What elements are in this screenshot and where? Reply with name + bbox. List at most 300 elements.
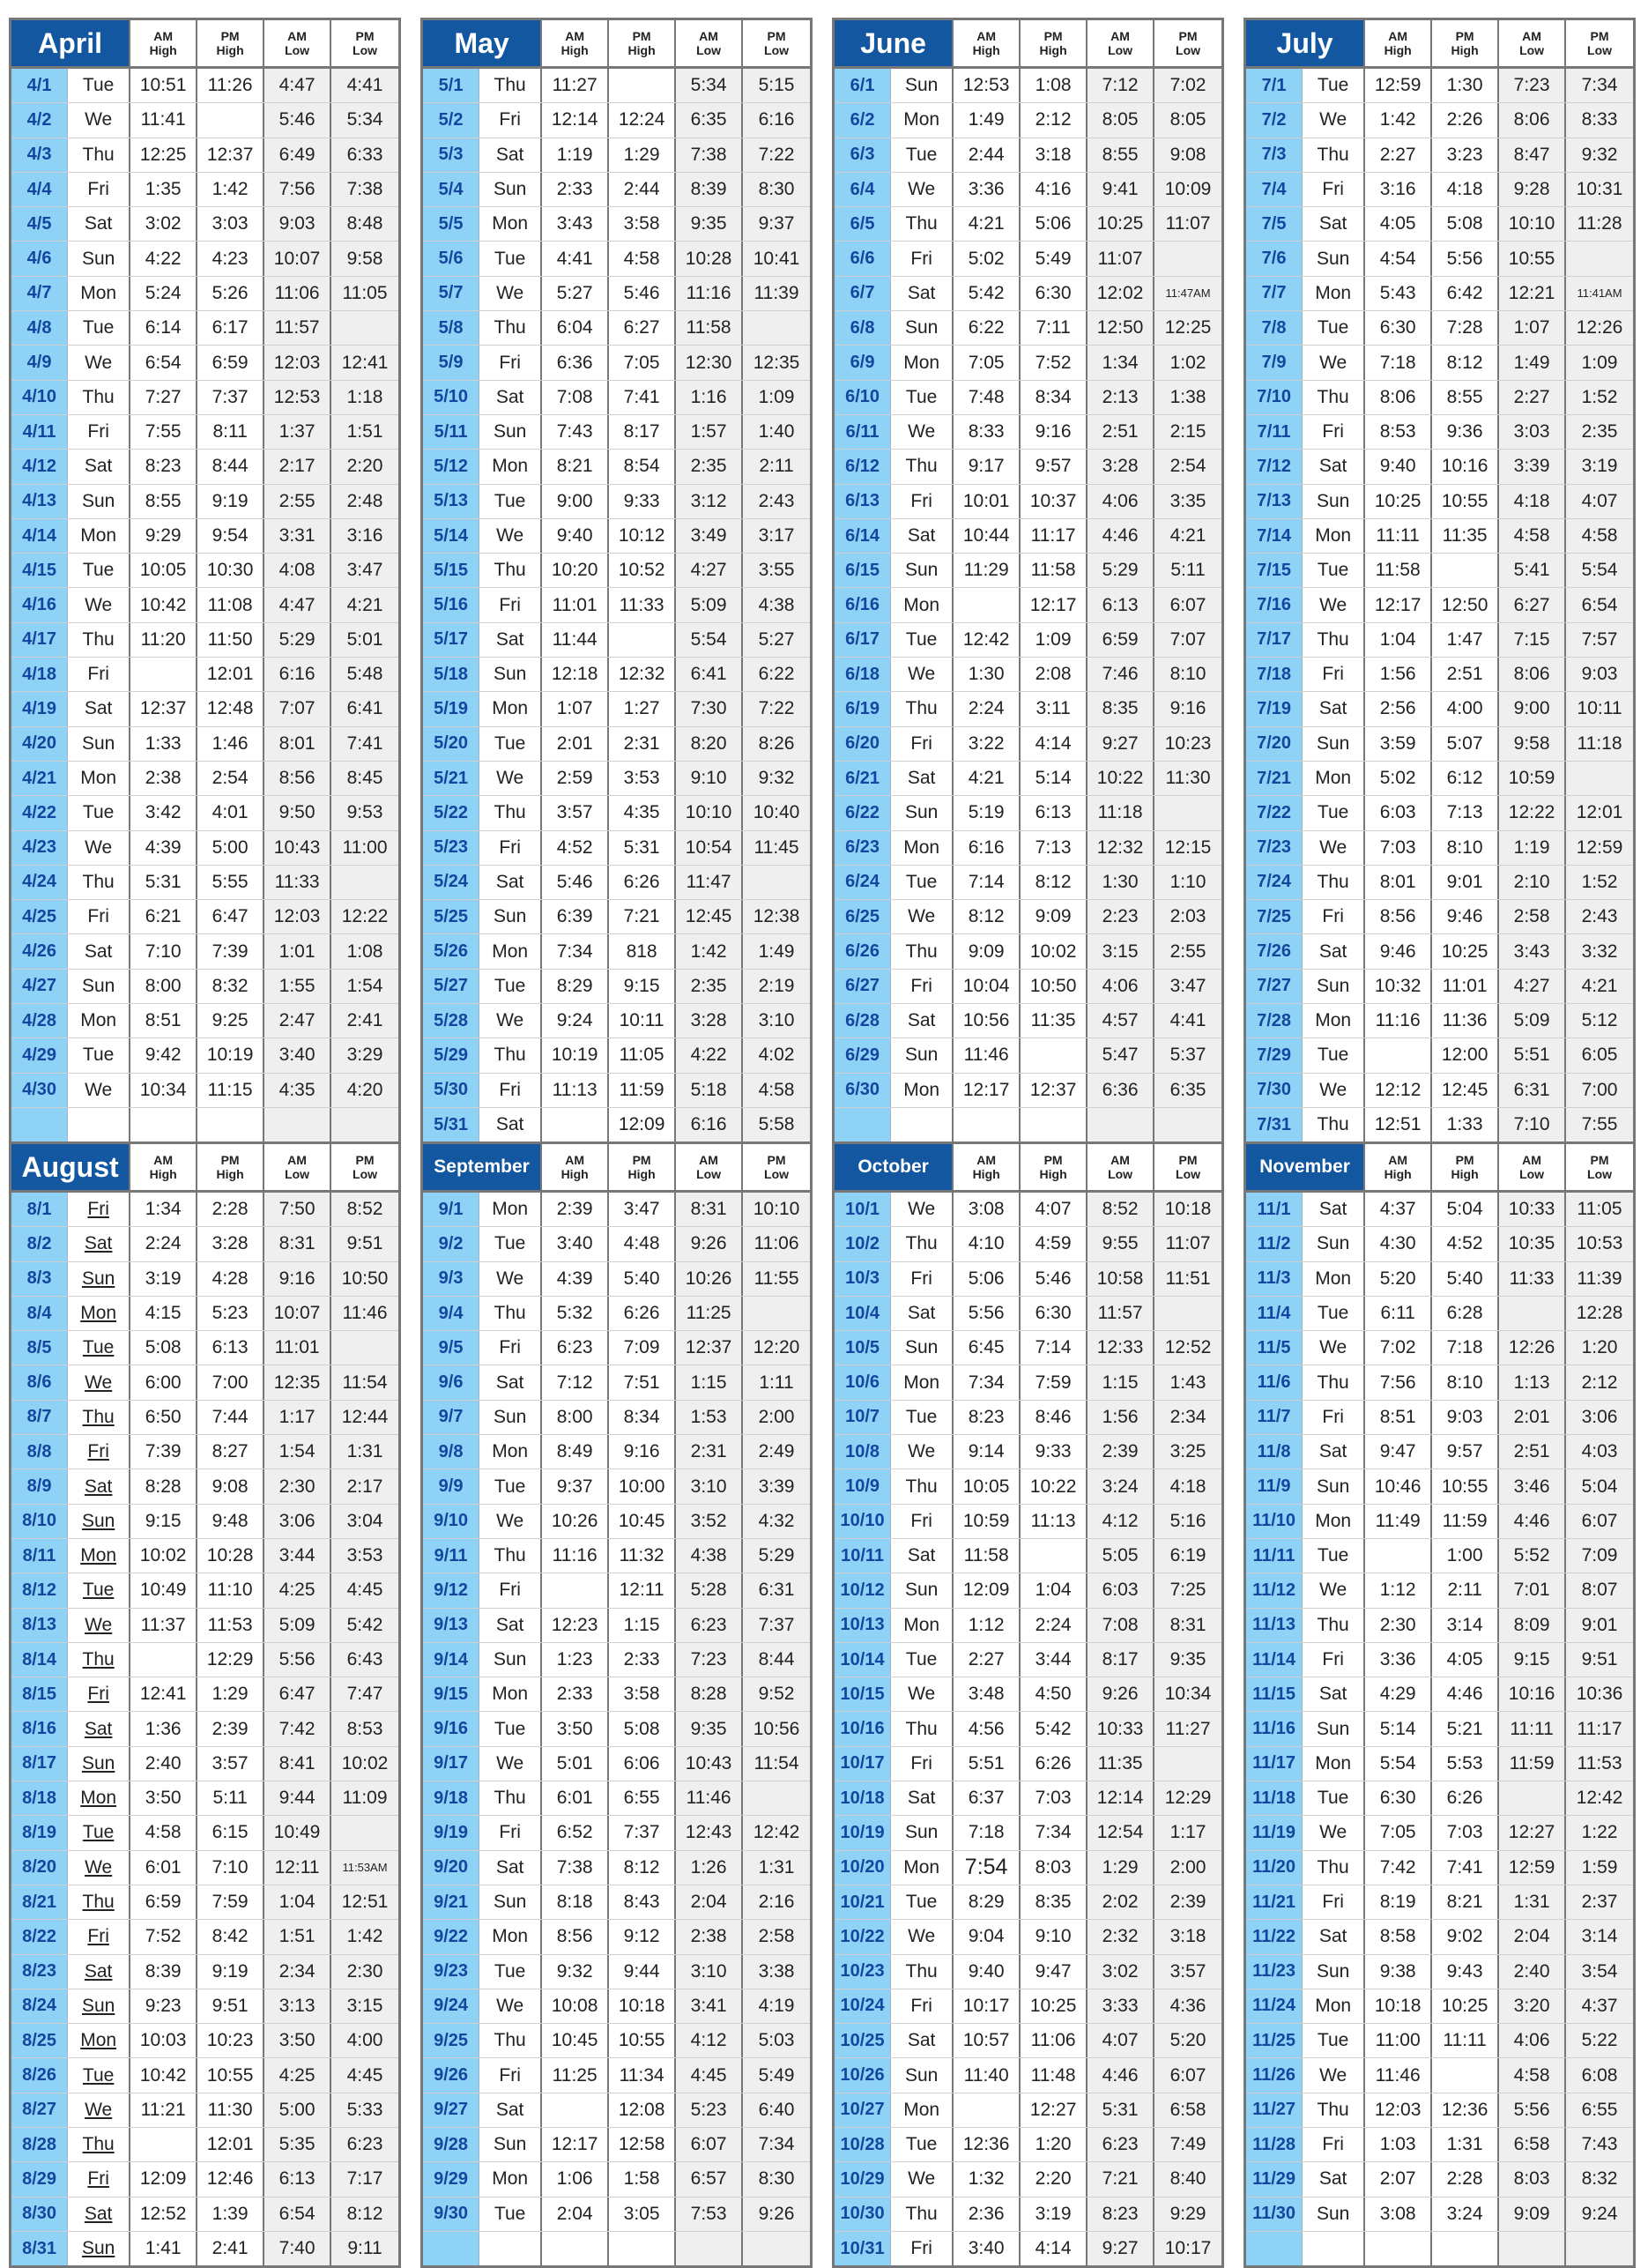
am-low-cell: 9:28 xyxy=(1499,173,1566,206)
pm-high-cell: 5:40 xyxy=(609,1262,676,1296)
weekday-cell: Tue xyxy=(479,970,542,1003)
am-high-cell: 9:00 xyxy=(542,485,609,518)
table-row xyxy=(423,1262,810,1297)
date-cell: 6/13 xyxy=(835,485,891,518)
pm-low-cell: 4:36 xyxy=(1154,1989,1221,2023)
am-low-cell: 5:05 xyxy=(1088,1539,1154,1573)
date-cell: 5/18 xyxy=(423,658,479,691)
column-header-pm-low xyxy=(743,20,810,66)
pm-low-cell: 5:04 xyxy=(1566,1469,1633,1503)
pm-high-cell: 11:05 xyxy=(609,1038,676,1072)
weekday-cell: Tue xyxy=(1303,2024,1365,2057)
pm-high-cell: 8:55 xyxy=(1432,381,1499,414)
pm-low-cell: 5:01 xyxy=(331,623,398,657)
date-cell: 6/22 xyxy=(835,796,891,829)
weekday-cell: Thu xyxy=(68,1885,130,1919)
weekday-cell: We xyxy=(891,658,954,691)
pm-low-cell: 2:16 xyxy=(743,1885,810,1919)
table-row xyxy=(835,311,1221,346)
pm-high-cell: 4:01 xyxy=(197,796,264,829)
table-row xyxy=(1246,1038,1633,1073)
am-low-cell: 9:55 xyxy=(1088,1227,1154,1260)
pm-low-cell: 11:28 xyxy=(1566,207,1633,241)
column-header-line: Low xyxy=(1519,43,1545,57)
pm-low-cell: 11:07 xyxy=(1154,1227,1221,1260)
table-row xyxy=(1246,2093,1633,2128)
pm-high-cell: 9:46 xyxy=(1432,900,1499,933)
am-low-cell: 10:33 xyxy=(1088,1712,1154,1745)
pm-high-cell: 5:40 xyxy=(1432,1262,1499,1296)
am-low-cell: 9:58 xyxy=(1499,727,1566,761)
am-low-cell: 5:56 xyxy=(264,1643,331,1677)
weekday-cell: Sun xyxy=(1303,1955,1365,1989)
pm-low-cell: 3:57 xyxy=(1154,1955,1221,1989)
weekday-cell: Mon xyxy=(68,1539,130,1573)
am-low-cell: 6:27 xyxy=(1499,588,1566,621)
weekday-cell: Tue xyxy=(1303,1038,1365,1072)
am-high-cell: 9:47 xyxy=(1365,1435,1432,1469)
date-cell: 9/18 xyxy=(423,1781,479,1815)
am-high-cell: 10:03 xyxy=(130,2024,197,2057)
table-row xyxy=(835,866,1221,900)
table-row xyxy=(11,2197,398,2232)
am-high-cell: 6:11 xyxy=(1365,1297,1432,1330)
table-row xyxy=(423,1297,810,1331)
am-high-cell: 6:39 xyxy=(542,900,609,933)
pm-low-cell: 11:39 xyxy=(1566,1262,1633,1296)
weekday-cell: Sun xyxy=(1303,727,1365,761)
table-row xyxy=(835,623,1221,658)
am-high-cell: 1:30 xyxy=(954,658,1021,691)
pm-low-cell: 1:20 xyxy=(1566,1331,1633,1365)
column-header-line: High xyxy=(627,43,656,57)
am-low-cell: 9:27 xyxy=(1088,2232,1154,2265)
am-high-cell: 4:05 xyxy=(1365,207,1432,241)
pm-low-cell xyxy=(1154,242,1221,275)
pm-low-cell: 3:06 xyxy=(1566,1401,1633,1434)
weekday-cell: Fri xyxy=(1303,1643,1365,1677)
column-header-line: Low xyxy=(1176,1167,1201,1181)
weekday-cell: Sat xyxy=(479,138,542,172)
am-low-cell: 8:20 xyxy=(676,727,743,761)
pm-low-cell: 5:16 xyxy=(1154,1505,1221,1538)
date-cell: 7/29 xyxy=(1246,1038,1303,1072)
column-header-line: High xyxy=(149,1167,177,1181)
pm-low-cell: 5:29 xyxy=(743,1539,810,1573)
am-low-cell: 1:57 xyxy=(676,415,743,449)
pm-low-cell: 5:49 xyxy=(743,2058,810,2092)
table-row xyxy=(423,831,810,866)
date-cell: 6/16 xyxy=(835,588,891,621)
table-row xyxy=(423,2058,810,2093)
am-high-cell: 2:01 xyxy=(542,727,609,761)
weekday-cell: Sat xyxy=(68,1469,130,1503)
pm-high-cell: 5:42 xyxy=(1021,1712,1088,1745)
am-low-cell: 8:55 xyxy=(1088,138,1154,172)
pm-low-cell xyxy=(1566,2232,1633,2265)
pm-low-cell: 3:17 xyxy=(743,519,810,553)
date-cell: 5/4 xyxy=(423,173,479,206)
date-cell: 11/28 xyxy=(1246,2128,1303,2161)
pm-high-cell: 7:41 xyxy=(609,381,676,414)
weekday-cell: Fri xyxy=(68,1193,130,1226)
date-cell: 8/4 xyxy=(11,1297,68,1330)
pm-low-cell: 7:07 xyxy=(1154,623,1221,657)
month-title: October xyxy=(835,1144,954,1190)
am-low-cell: 6:36 xyxy=(1088,1074,1154,1107)
date-cell: 6/7 xyxy=(835,277,891,310)
pm-high-cell: 5:04 xyxy=(1432,1193,1499,1226)
date-cell: 9/11 xyxy=(423,1539,479,1573)
table-row xyxy=(835,381,1221,415)
date-cell: 10/5 xyxy=(835,1331,891,1365)
am-low-cell: 9:50 xyxy=(264,796,331,829)
weekday-cell: Sat xyxy=(891,2024,954,2057)
date-cell: 8/8 xyxy=(11,1435,68,1469)
table-row xyxy=(11,692,398,726)
pm-high-cell: 4:50 xyxy=(1021,1677,1088,1711)
pm-high-cell: 7:09 xyxy=(609,1331,676,1365)
weekday-cell: Sat xyxy=(479,623,542,657)
am-low-cell: 10:33 xyxy=(1499,1193,1566,1226)
date-cell: 6/14 xyxy=(835,519,891,553)
pm-low-cell: 12:51 xyxy=(331,1885,398,1919)
table-row xyxy=(423,1108,810,1141)
am-low-cell: 2:55 xyxy=(264,485,331,518)
table-row xyxy=(835,1920,1221,1954)
pm-low-cell: 10:56 xyxy=(743,1712,810,1745)
pm-high-cell xyxy=(609,69,676,102)
weekday-cell: Sun xyxy=(891,796,954,829)
column-header-line: AM xyxy=(1522,1153,1541,1167)
pm-low-cell: 12:15 xyxy=(1154,831,1221,865)
pm-high-cell: 10:28 xyxy=(197,1539,264,1573)
am-low-cell: 2:02 xyxy=(1088,1885,1154,1919)
pm-high-cell: 10:12 xyxy=(609,519,676,553)
weekday-cell: Sun xyxy=(479,1401,542,1434)
weekday-cell: We xyxy=(68,588,130,621)
am-low-cell: 11:33 xyxy=(264,866,331,899)
date-cell: 11/2 xyxy=(1246,1227,1303,1260)
month-title: April xyxy=(11,20,130,66)
pm-high-cell: 2:08 xyxy=(1021,658,1088,691)
pm-low-cell: 11:18 xyxy=(1566,727,1633,761)
pm-high-cell: 12:37 xyxy=(1021,1074,1088,1107)
table-row xyxy=(835,138,1221,173)
table-row xyxy=(423,311,810,346)
pm-high-cell: 2:24 xyxy=(1021,1609,1088,1642)
pm-low-cell: 6:19 xyxy=(1154,1539,1221,1573)
table-row xyxy=(423,796,810,830)
pm-low-cell: 6:23 xyxy=(331,2128,398,2161)
date-cell: 8/30 xyxy=(11,2197,68,2231)
table-row xyxy=(423,1643,810,1677)
am-low-cell: 1:01 xyxy=(264,934,331,968)
pm-low-cell: 10:02 xyxy=(331,1747,398,1781)
pm-high-cell: 12:45 xyxy=(1432,1074,1499,1107)
weekday-cell: Sun xyxy=(68,727,130,761)
pm-low-cell: 6:07 xyxy=(1566,1505,1633,1538)
table-row xyxy=(835,658,1221,692)
date-cell: 5/25 xyxy=(423,900,479,933)
am-high-cell: 4:58 xyxy=(130,1816,197,1849)
am-high-cell: 2:56 xyxy=(1365,692,1432,725)
table-row xyxy=(835,2232,1221,2265)
table-header xyxy=(1246,1144,1633,1193)
pm-high-cell: 3:14 xyxy=(1432,1609,1499,1642)
pm-low-cell: 1:49 xyxy=(743,934,810,968)
pm-high-cell: 5:23 xyxy=(197,1297,264,1330)
pm-high-cell: 1:39 xyxy=(197,2197,264,2231)
am-low-cell: 12:02 xyxy=(1088,277,1154,310)
am-low-cell: 7:23 xyxy=(676,1643,743,1677)
date-cell: 6/17 xyxy=(835,623,891,657)
date-cell: 9/23 xyxy=(423,1955,479,1989)
date-cell: 9/21 xyxy=(423,1885,479,1919)
pm-high-cell: 6:26 xyxy=(609,1297,676,1330)
date-cell: 7/23 xyxy=(1246,831,1303,865)
pm-high-cell xyxy=(1021,1038,1088,1072)
am-low-cell: 12:50 xyxy=(1088,311,1154,345)
table-row xyxy=(1246,1712,1633,1746)
pm-high-cell: 3:03 xyxy=(197,207,264,241)
table-row xyxy=(835,1193,1221,1227)
pm-high-cell: 9:44 xyxy=(609,1955,676,1989)
weekday-cell: Thu xyxy=(1303,1365,1365,1399)
am-high-cell: 9:32 xyxy=(542,1955,609,1989)
am-high-cell: 6:37 xyxy=(954,1781,1021,1815)
am-high-cell: 8:28 xyxy=(130,1469,197,1503)
table-row xyxy=(11,762,398,796)
table-row xyxy=(423,1677,810,1712)
pm-high-cell: 8:43 xyxy=(609,1885,676,1919)
pm-low-cell: 2:39 xyxy=(1154,1885,1221,1919)
date-cell: 6/8 xyxy=(835,311,891,345)
pm-low-cell: 8:26 xyxy=(743,727,810,761)
date-cell: 11/16 xyxy=(1246,1712,1303,1745)
pm-low-cell: 9:01 xyxy=(1566,1609,1633,1642)
column-header-line: PM xyxy=(632,1153,651,1167)
am-high-cell: 10:45 xyxy=(542,2024,609,2057)
date-cell: 8/25 xyxy=(11,2024,68,2057)
weekday-cell: Tue xyxy=(1303,554,1365,587)
table-row xyxy=(1246,866,1633,900)
table-row xyxy=(423,138,810,173)
table-header xyxy=(11,20,398,69)
weekday-cell: We xyxy=(1303,2058,1365,2092)
table-row xyxy=(11,2058,398,2093)
table-row xyxy=(1246,1955,1633,1989)
pm-high-cell: 3:58 xyxy=(609,207,676,241)
am-low-cell: 12:59 xyxy=(1499,1851,1566,1885)
date-cell: 7/10 xyxy=(1246,381,1303,414)
date-cell: 8/20 xyxy=(11,1851,68,1885)
weekday-cell: We xyxy=(68,2093,130,2127)
pm-high-cell: 6:30 xyxy=(1021,1297,1088,1330)
am-high-cell: 12:17 xyxy=(1365,588,1432,621)
pm-low-cell: 11:30 xyxy=(1154,762,1221,795)
pm-low-cell: 1:40 xyxy=(743,415,810,449)
date-cell: 9/20 xyxy=(423,1851,479,1885)
am-high-cell: 3:42 xyxy=(130,796,197,829)
am-high-cell: 11:58 xyxy=(954,1539,1021,1573)
pm-low-cell: 3:14 xyxy=(1566,1920,1633,1953)
am-low-cell: 7:23 xyxy=(1499,69,1566,102)
am-high-cell: 10:04 xyxy=(954,970,1021,1003)
pm-high-cell: 6:55 xyxy=(609,1781,676,1815)
am-low-cell: 11:47 xyxy=(676,866,743,899)
pm-high-cell: 5:14 xyxy=(1021,762,1088,795)
am-low-cell: 1:15 xyxy=(1088,1365,1154,1399)
pm-low-cell: 4:20 xyxy=(331,1074,398,1107)
pm-high-cell: 9:10 xyxy=(1021,1920,1088,1953)
weekday-cell: Mon xyxy=(1303,519,1365,553)
date-cell: 4/23 xyxy=(11,831,68,865)
table-row xyxy=(11,1609,398,1643)
am-high-cell: 10:49 xyxy=(130,1573,197,1607)
am-low-cell: 9:00 xyxy=(1499,692,1566,725)
am-low-cell xyxy=(264,1108,331,1141)
pm-low-cell: 5:54 xyxy=(1566,554,1633,587)
table-row xyxy=(11,1505,398,1539)
date-cell: 10/14 xyxy=(835,1643,891,1677)
am-high-cell: 8:49 xyxy=(542,1435,609,1469)
pm-low-cell: 4:37 xyxy=(1566,1989,1633,2023)
pm-low-cell: 3:25 xyxy=(1154,1435,1221,1469)
date-cell: 5/14 xyxy=(423,519,479,553)
pm-low-cell xyxy=(331,1816,398,1849)
date-cell: 4/13 xyxy=(11,485,68,518)
date-cell: 5/21 xyxy=(423,762,479,795)
weekday-cell: Tue xyxy=(891,2128,954,2161)
pm-low-cell xyxy=(743,2232,810,2265)
date-cell: 5/9 xyxy=(423,346,479,379)
pm-low-cell: 2:55 xyxy=(1154,934,1221,968)
column-header-line: Low xyxy=(1176,43,1201,57)
am-low-cell: 4:46 xyxy=(1088,2058,1154,2092)
date-cell: 9/2 xyxy=(423,1227,479,1260)
weekday-cell: Mon xyxy=(891,831,954,865)
am-high-cell: 10:46 xyxy=(1365,1469,1432,1503)
pm-low-cell: 8:31 xyxy=(1154,1609,1221,1642)
weekday-cell: Mon xyxy=(479,207,542,241)
pm-high-cell: 9:19 xyxy=(197,485,264,518)
weekday-cell: We xyxy=(1303,1074,1365,1107)
date-cell: 4/22 xyxy=(11,796,68,829)
pm-low-cell: 1:31 xyxy=(331,1435,398,1469)
am-low-cell: 2:35 xyxy=(676,970,743,1003)
pm-low-cell: 1:22 xyxy=(1566,1816,1633,1849)
pm-high-cell: 11:11 xyxy=(1432,2024,1499,2057)
am-high-cell: 10:34 xyxy=(130,1074,197,1107)
am-low-cell: 2:51 xyxy=(1499,1435,1566,1469)
column-header-am-low xyxy=(264,20,331,66)
pm-low-cell: 1:51 xyxy=(331,415,398,449)
pm-low-cell: 2:20 xyxy=(331,450,398,483)
am-low-cell: 12:37 xyxy=(676,1331,743,1365)
pm-high-cell: 9:33 xyxy=(609,485,676,518)
pm-low-cell: 12:20 xyxy=(743,1331,810,1365)
date-cell: 4/4 xyxy=(11,173,68,206)
pm-high-cell: 10:55 xyxy=(609,2024,676,2057)
date-cell: 7/9 xyxy=(1246,346,1303,379)
am-high-cell: 1:33 xyxy=(130,727,197,761)
pm-high-cell: 9:36 xyxy=(1432,415,1499,449)
column-header-am-high xyxy=(1365,20,1432,66)
pm-low-cell: 12:38 xyxy=(743,900,810,933)
table-row xyxy=(11,1643,398,1677)
pm-high-cell: 9:08 xyxy=(197,1469,264,1503)
column-header-line: Low xyxy=(764,43,790,57)
table-row xyxy=(1246,831,1633,866)
weekday-cell: Mon xyxy=(891,588,954,621)
table-row xyxy=(11,207,398,242)
am-low-cell: 6:16 xyxy=(264,658,331,691)
am-high-cell: 11:13 xyxy=(542,1074,609,1107)
am-low-cell: 5:54 xyxy=(676,623,743,657)
am-high-cell: 3:36 xyxy=(954,173,1021,206)
pm-high-cell: 6:26 xyxy=(609,866,676,899)
pm-low-cell: 7:37 xyxy=(743,1609,810,1642)
weekday-cell: Tue xyxy=(68,69,130,102)
weekday-cell: Sun xyxy=(68,1505,130,1538)
table-row xyxy=(11,1193,398,1227)
date-cell: 9/29 xyxy=(423,2162,479,2196)
pm-high-cell: 5:49 xyxy=(1021,242,1088,275)
am-high-cell xyxy=(954,1108,1021,1141)
pm-high-cell: 7:11 xyxy=(1021,311,1088,345)
pm-low-cell: 7:22 xyxy=(743,692,810,725)
column-header-pm-low xyxy=(331,1144,398,1190)
weekday-cell: Sun xyxy=(479,2128,542,2161)
weekday-cell: Thu xyxy=(479,1038,542,1072)
am-low-cell: 11:58 xyxy=(676,311,743,345)
pm-low-cell: 9:26 xyxy=(743,2197,810,2231)
weekday-cell: Sun xyxy=(891,1573,954,1607)
date-cell: 9/17 xyxy=(423,1747,479,1781)
date-cell: 9/22 xyxy=(423,1920,479,1953)
column-header-line: AM xyxy=(1388,29,1408,43)
am-high-cell xyxy=(130,2128,197,2161)
pm-high-cell: 10:22 xyxy=(1021,1469,1088,1503)
table-row xyxy=(423,415,810,450)
am-high-cell: 7:27 xyxy=(130,381,197,414)
weekday-cell: Thu xyxy=(68,866,130,899)
am-high-cell: 6:59 xyxy=(130,1885,197,1919)
pm-low-cell: 10:18 xyxy=(1154,1193,1221,1226)
pm-low-cell: 7:57 xyxy=(1566,623,1633,657)
am-low-cell: 7:53 xyxy=(676,2197,743,2231)
table-row xyxy=(835,2162,1221,2197)
column-header-line: PM xyxy=(220,1153,240,1167)
table-header xyxy=(11,1144,398,1193)
month-table-july xyxy=(1243,18,1636,1144)
pm-low-cell: 7:47 xyxy=(331,1677,398,1711)
am-low-cell: 11:33 xyxy=(1499,1262,1566,1296)
pm-high-cell: 3:23 xyxy=(1432,138,1499,172)
table-row xyxy=(11,1227,398,1261)
column-header-pm-low xyxy=(1566,20,1633,66)
am-low-cell: 3:24 xyxy=(1088,1469,1154,1503)
weekday-cell: Sun xyxy=(1303,970,1365,1003)
pm-low-cell: 3:16 xyxy=(331,519,398,553)
am-high-cell: 6:03 xyxy=(1365,796,1432,829)
table-row xyxy=(835,1539,1221,1573)
am-high-cell: 11:37 xyxy=(130,1609,197,1642)
am-high-cell: 1:19 xyxy=(542,138,609,172)
pm-low-cell: 4:02 xyxy=(743,1038,810,1072)
am-low-cell: 1:56 xyxy=(1088,1401,1154,1434)
